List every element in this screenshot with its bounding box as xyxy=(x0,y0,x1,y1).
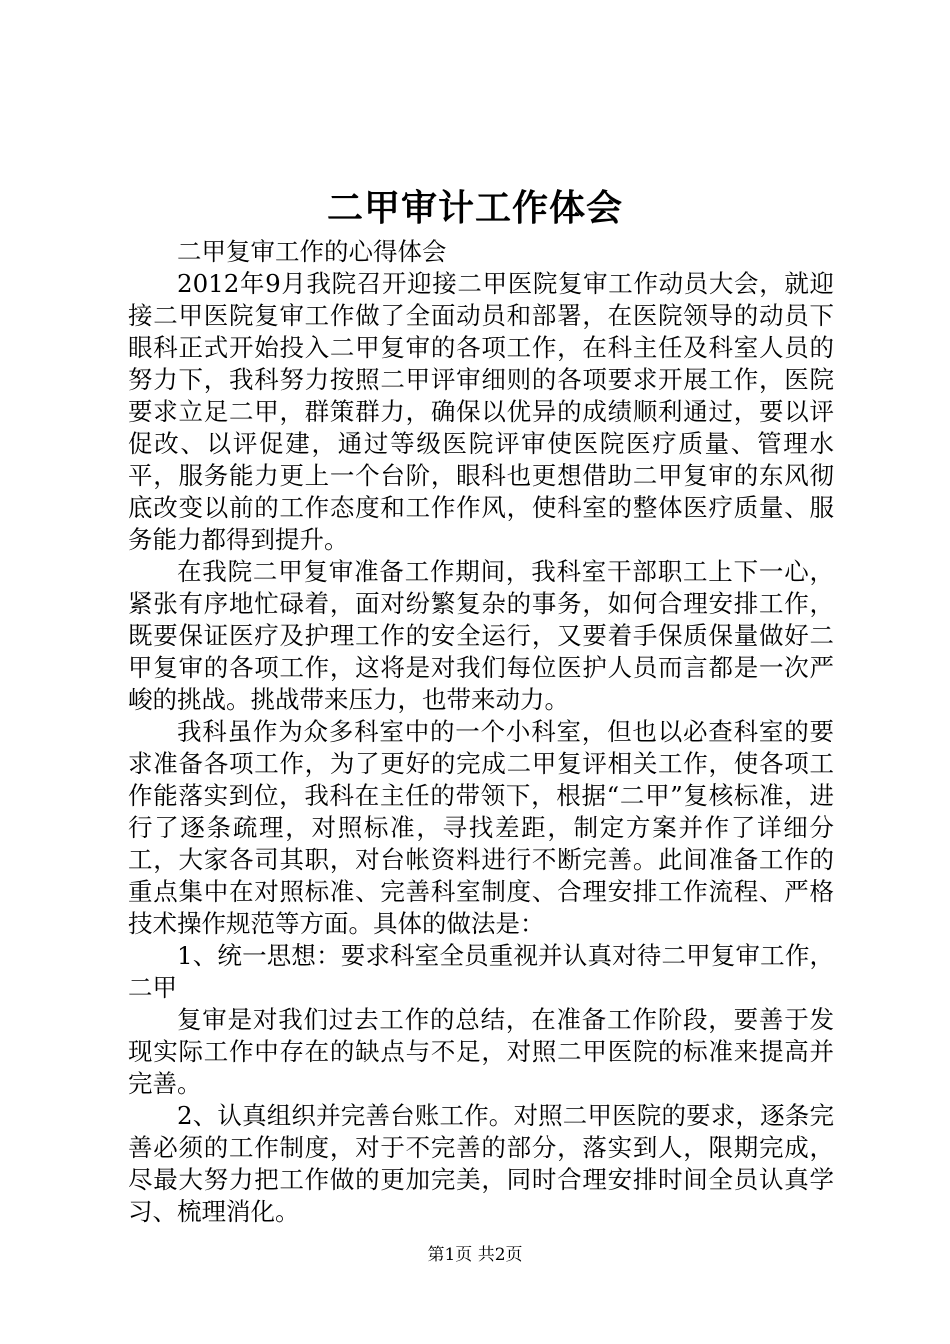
document-title: 二甲审计工作体会 xyxy=(326,187,623,229)
page-footer: 第1页 共2页 xyxy=(427,1245,523,1265)
document-body xyxy=(128,236,834,1228)
paragraph-subtitle: 二甲复审工作的心得体会 xyxy=(177,237,447,266)
paragraph: 2012年9月我院召开迎接二甲医院复审工作动员大会，就迎接二甲医院复审工作做了全面动员和部署，在医院领导的动员下眼科正式开始投入二甲复审的各项工作，在科主任及科室人员的努力下，我科努力按照二甲评审细则的各项要求开展工作，医院要求立足二甲，群策群力，确保以优异的成绩顺利通过，要以评促改、以评促建，通过等级医院评审使医院医疗质量、管理水平，服务能力更上一个台阶，眼科也更想借助二甲复审的东风彻底改变以前的工作态度和工作作风，使科室的整体医疗质量、服务能力都得到提升。 xyxy=(128,269,834,554)
paragraph: 我科虽作为众多科室中的一个小科室，但也以必查科室的要求准备各项工作，为了更好的完成二甲复评相关工作，使各项工作能落实到位，我科在主任的带领下，根据“二甲”复核标准，进行了逐条疏理，对照标准，寻找差距，制定方案并作了详细分工，大家各司其职，对台帐资料进行不断完善。此间准备工作的重点集中在对照标准、完善科室制度、合理安排工作流程、严格技术操作规范等方面。具体的做法是： xyxy=(128,717,834,938)
paragraph: 2、认真组织并完善台账工作。对照二甲医院的要求，逐条完善必须的工作制度，对于不完善的部分，落实到人，限期完成，尽最大努力把工作做的更加完美，同时合理安排时间全员认真学习、梳理消化。 xyxy=(128,1101,834,1226)
paragraph: 1、统一思想：要求科室全员重视并认真对待二甲复审工作，二甲 xyxy=(128,941,834,1002)
paragraph: 复审是对我们过去工作的总结，在准备工作阶段，要善于发现实际工作中存在的缺点与不足，对照二甲医院的标准来提高并完善。 xyxy=(128,1005,834,1098)
paragraph: 在我院二甲复审准备工作期间，我科室干部职工上下一心，紧张有序地忙碌着，面对纷繁复杂的事务，如何合理安排工作，既要保证医疗及护理工作的安全运行，又要着手保质保量做好二甲复审的各项工作，这将是对我们每位医护人员而言都是一次严峻的挑战。挑战带来压力，也带来动力。 xyxy=(128,557,834,714)
